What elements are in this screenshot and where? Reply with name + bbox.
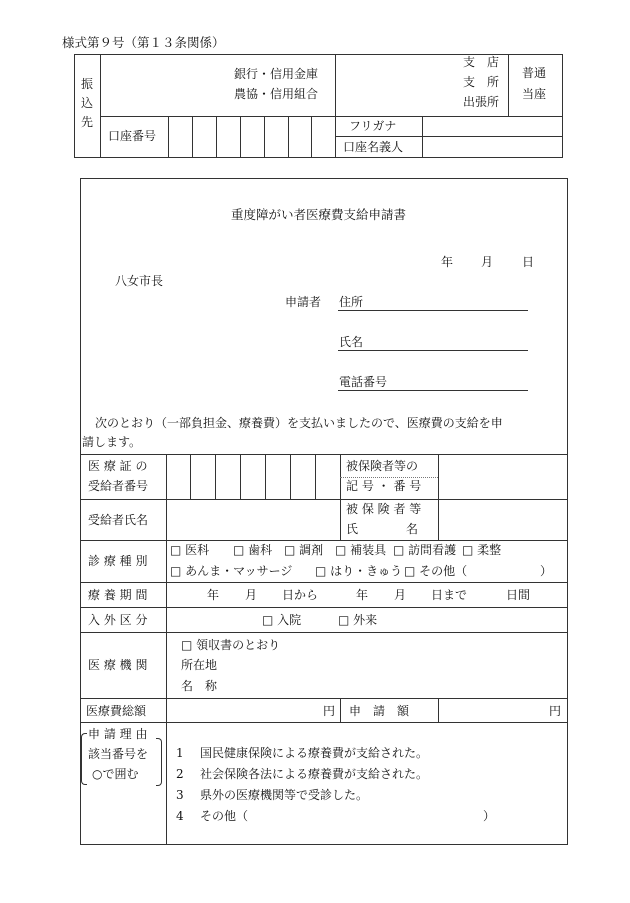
divider bbox=[190, 454, 191, 499]
date-day: 日 bbox=[522, 255, 535, 269]
outpatient-checkbox[interactable]: □ 外来 bbox=[338, 613, 378, 627]
institution-name-label: 名 称 bbox=[181, 679, 218, 693]
label-column-line bbox=[166, 454, 167, 845]
phone-underline bbox=[338, 390, 528, 391]
reason-hint-1: 該当番号を bbox=[88, 747, 149, 761]
row-line bbox=[80, 582, 568, 583]
treatment-home-nursing[interactable]: □ 訪問看護 bbox=[393, 543, 457, 557]
date-year: 年 bbox=[441, 255, 454, 269]
treatment-judo[interactable]: □ 柔整 bbox=[462, 543, 502, 557]
treatment-massage[interactable]: □ あんま・マッサージ bbox=[170, 564, 293, 578]
divider bbox=[315, 454, 316, 499]
divider bbox=[265, 454, 266, 499]
treatment-acupuncture[interactable]: □ はり・きゅう bbox=[315, 564, 403, 578]
request-amount-input[interactable] bbox=[442, 703, 542, 719]
divider bbox=[240, 454, 241, 499]
date-month: 月 bbox=[481, 255, 494, 269]
period-label: 療 養 期 間 bbox=[88, 588, 148, 602]
insured-name-input[interactable] bbox=[442, 511, 564, 529]
reason-other-input[interactable] bbox=[262, 808, 477, 824]
treatment-type-label: 診 療 種 別 bbox=[88, 554, 148, 568]
divider bbox=[215, 454, 216, 499]
transfer-label-2: 込 bbox=[81, 96, 94, 110]
reason-1-text: 国民健康保険による療養費が支給された。 bbox=[200, 746, 429, 760]
recipient-name-input[interactable] bbox=[172, 511, 334, 529]
name-label: 氏名 bbox=[339, 335, 364, 349]
divider bbox=[240, 116, 241, 158]
treatment-pharmacy[interactable]: □ 調剤 bbox=[284, 543, 324, 557]
institution-address-label: 所在地 bbox=[181, 658, 218, 672]
period-until: 日まで bbox=[431, 588, 468, 602]
reason-1-num: 1 bbox=[176, 746, 184, 760]
account-number-label: 口座番号 bbox=[108, 129, 157, 143]
treatment-other-input[interactable] bbox=[488, 563, 536, 579]
insured-name-label-1: 被 保 険 者 等 bbox=[346, 502, 422, 516]
treatment-orthosis[interactable]: □ 補装具 bbox=[335, 543, 387, 557]
phone-input[interactable] bbox=[395, 374, 525, 390]
phone-label: 電話番号 bbox=[339, 375, 388, 389]
applicant-label: 申請者 bbox=[285, 295, 322, 309]
divider bbox=[288, 116, 289, 158]
transfer-label-1: 振 bbox=[81, 77, 94, 91]
address-input[interactable] bbox=[370, 294, 525, 310]
addressee: 八女市長 bbox=[115, 274, 164, 288]
divider bbox=[290, 454, 291, 499]
divider bbox=[340, 454, 341, 540]
total-amount-input[interactable] bbox=[172, 703, 320, 719]
divider bbox=[100, 54, 101, 158]
recipient-number-label-1: 医 療 証 の bbox=[88, 459, 148, 473]
reason-2-text: 社会保険各法による療養費が支給された。 bbox=[200, 767, 429, 781]
account-type-2: 当座 bbox=[522, 87, 547, 101]
inout-label: 入 外 区 分 bbox=[88, 613, 148, 627]
name-underline bbox=[338, 350, 528, 351]
account-type-1: 普通 bbox=[522, 66, 547, 80]
reason-bracket-right bbox=[156, 738, 162, 786]
treatment-medical[interactable]: □ 医科 bbox=[170, 543, 210, 557]
recipient-name-label: 受給者氏名 bbox=[88, 513, 149, 527]
divider bbox=[311, 116, 312, 158]
divider bbox=[335, 54, 336, 158]
insured-number-input[interactable] bbox=[442, 468, 564, 486]
row-line bbox=[80, 632, 568, 633]
row-line bbox=[80, 499, 568, 500]
period-year-2: 年 bbox=[356, 588, 369, 602]
reason-label: 申 請 理 由 bbox=[88, 727, 148, 741]
bank-type-2: 農協・信用組合 bbox=[234, 87, 319, 101]
divider bbox=[438, 698, 439, 722]
total-label: 医療費総額 bbox=[86, 704, 147, 718]
period-days: 日間 bbox=[506, 588, 531, 602]
statement-line-1: 次のとおり（一部負担金、療養費）を支払いましたので、医療費の支給を申 bbox=[95, 416, 503, 430]
row-line bbox=[80, 454, 568, 455]
period-from: 日から bbox=[282, 588, 319, 602]
furigana-label: フリガナ bbox=[349, 119, 397, 133]
period-month-2: 月 bbox=[394, 588, 407, 602]
insured-name-label-2: 氏 名 bbox=[346, 522, 419, 536]
total-yen: 円 bbox=[323, 704, 336, 718]
reason-bracket-left bbox=[81, 733, 87, 785]
branch-type-2: 支 所 bbox=[463, 75, 500, 89]
treatment-dental[interactable]: □ 歯科 bbox=[233, 543, 273, 557]
insured-number-label-2: 記 号 ・ 番 号 bbox=[346, 479, 422, 493]
row-line bbox=[80, 698, 568, 699]
row-line bbox=[80, 722, 568, 723]
insured-number-label-1: 被保険者等の bbox=[346, 459, 419, 473]
reason-2-num: 2 bbox=[176, 767, 184, 781]
branch-type-3: 出張所 bbox=[463, 95, 500, 109]
institution-address-input[interactable] bbox=[228, 657, 558, 673]
divider bbox=[100, 116, 563, 117]
divider bbox=[422, 116, 423, 158]
branch-type-1: 支 店 bbox=[463, 55, 500, 69]
request-yen: 円 bbox=[549, 704, 562, 718]
reason-3-text: 県外の医療機関等で受診した。 bbox=[200, 788, 369, 802]
address-label: 住所 bbox=[339, 295, 364, 309]
account-holder-label: 口座名義人 bbox=[343, 140, 404, 154]
institution-label: 医 療 機 関 bbox=[88, 658, 148, 672]
bank-type-1: 銀行・信用金庫 bbox=[234, 67, 319, 81]
reason-4-text: その他（ bbox=[200, 809, 249, 823]
divider bbox=[264, 116, 265, 158]
divider bbox=[216, 116, 217, 158]
reason-4-close: ） bbox=[483, 809, 496, 823]
divider bbox=[192, 116, 193, 158]
name-input[interactable] bbox=[370, 334, 525, 350]
reason-4-num: 4 bbox=[176, 809, 184, 823]
request-amount-label: 申 請 額 bbox=[349, 704, 410, 718]
reason-hint-2: ○で囲む bbox=[92, 767, 139, 781]
treatment-other-close: ） bbox=[540, 564, 553, 578]
inpatient-checkbox[interactable]: □ 入院 bbox=[262, 613, 302, 627]
row-line bbox=[80, 540, 568, 541]
form-number: 様式第９号（第１３条関係） bbox=[62, 35, 225, 50]
divider bbox=[438, 454, 439, 540]
divider bbox=[168, 116, 169, 158]
transfer-label-3: 先 bbox=[81, 115, 94, 129]
dotted-divider bbox=[340, 477, 438, 478]
divider bbox=[335, 136, 563, 137]
form-title: 重度障がい者医療費支給申請書 bbox=[231, 207, 407, 222]
reason-3-num: 3 bbox=[176, 788, 184, 802]
row-line bbox=[80, 607, 568, 608]
treatment-other[interactable]: □ その他（ bbox=[404, 564, 468, 578]
divider bbox=[508, 54, 509, 116]
institution-name-input[interactable] bbox=[228, 678, 558, 694]
statement-line-2: 請します。 bbox=[82, 435, 142, 449]
address-underline bbox=[338, 310, 528, 311]
recipient-number-label-2: 受給者番号 bbox=[88, 479, 149, 493]
institution-receipt-checkbox[interactable]: □ 領収書のとおり bbox=[181, 638, 281, 652]
divider bbox=[340, 698, 341, 722]
period-month: 月 bbox=[245, 588, 258, 602]
period-year: 年 bbox=[207, 588, 220, 602]
